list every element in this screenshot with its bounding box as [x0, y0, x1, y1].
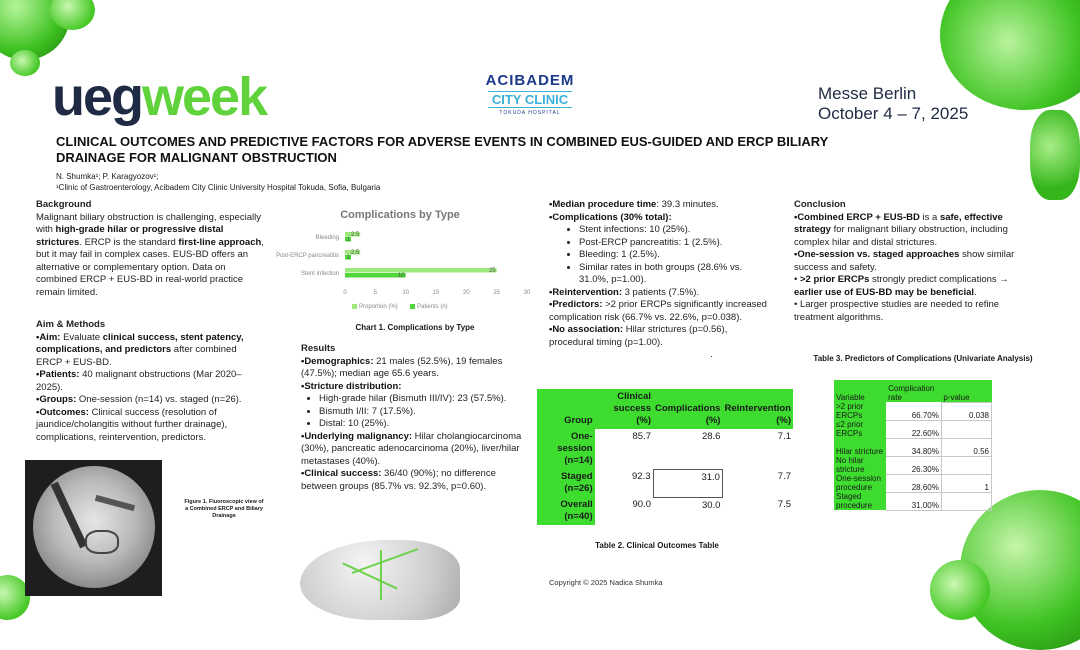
table2-cell-success: 90.0 [632, 499, 652, 510]
table3-cell-p: 0.038 [941, 402, 991, 420]
table3-row [834, 456, 992, 474]
table3-cell-p: 0.56 [941, 438, 991, 456]
bg-b2: first-line approach [178, 236, 262, 248]
hospital-logo-line3: TOKUDA HOSPITAL [499, 110, 561, 116]
table2-header-comp: Complications (%) [653, 389, 722, 429]
reintervention-item [549, 287, 774, 300]
complication-item: • Stent infections: 10 (25%). [579, 224, 774, 237]
background-section [36, 199, 264, 299]
hospital-logo [470, 72, 590, 116]
table2-cell-group: One-session (n=14) [537, 429, 595, 469]
copyright: Copyright © 2025 Nadica Shumka [549, 578, 663, 587]
table2-header-group: Group [537, 389, 595, 429]
success-label: •Clinical success: [301, 468, 382, 479]
stricture-item: • High-grade hilar (Bismuth III/IV): 23 (57.5%). [319, 393, 526, 406]
complication-item: • Bleeding: 1 (2.5%). [579, 249, 774, 262]
chart-legend-swatch [410, 304, 415, 309]
chart-x-tick: 30 [523, 290, 531, 296]
table3-cell-p: 1 [941, 474, 991, 492]
table3-cell-rate: 22.60% [886, 420, 941, 438]
complication-item: • Post-ERCP pancreatitis: 1 (2.5%). [579, 237, 774, 250]
table3-row [834, 492, 992, 510]
patients-label: •Patients: [36, 369, 80, 380]
table3-header-variable: Variable [834, 380, 886, 402]
table2-cell-comp: 28.6 [701, 431, 721, 442]
table3-cell-variable: Hilar stricture [834, 438, 886, 456]
affiliation: ¹Clinic of Gastroenterology, Acibadem City Clinic University Hospital Tokuda, Sofia, Bulgaria [56, 183, 381, 192]
table2-header-reint: Reintervention (%) [722, 389, 793, 429]
conclusion-item-3 [794, 274, 1020, 299]
stricture-item: • Bismuth I/II: 7 (17.5%). [319, 406, 526, 419]
chart-caption: Chart 1. Complications by Type [355, 323, 475, 332]
stricture-label [301, 381, 526, 394]
background-text [36, 212, 264, 300]
bg-b1: high-grade hilar or progressive distal strictures [36, 224, 224, 248]
table2-cell-success: 92.3 [632, 471, 651, 482]
table2-row [537, 497, 793, 525]
c3-b: >2 prior ERCPs [799, 274, 870, 285]
table3-body [834, 402, 992, 510]
aim-b1: clinical success, stent patency, complications, and predictors [36, 331, 244, 355]
pred-label: •Predictors: [549, 299, 603, 310]
stricture-item: • Distal: 10 (25%). [319, 418, 526, 431]
table2-caption: Table 2. Clinical Outcomes Table [595, 541, 719, 550]
c3-t: strongly predict complications [869, 274, 1000, 285]
aim-section [36, 319, 264, 444]
fluoroscopy-figure [25, 460, 162, 596]
reint-text: 3 patients (7.5%). [622, 286, 700, 298]
logo-week-text: week [142, 67, 267, 127]
clinical-outcomes-table [537, 389, 793, 525]
aim-t2: after combined ERCP + EUS-BD. [36, 344, 237, 368]
table3-cell-p [941, 456, 991, 474]
outcomes-item [36, 407, 264, 445]
table3-row [834, 420, 992, 438]
liver-illustration [300, 530, 460, 608]
success-text: 36/40 (90%); no difference between groups (85.7% vs. 92.3%, p=0.60). [301, 468, 496, 492]
predictors-item [549, 299, 774, 324]
table2-cell-reint: 7.7 [777, 471, 791, 482]
chart-data-label: 2.5 [350, 232, 360, 238]
figure1-caption: Figure 1. Fluoroscopic view of a Combined ERCP and Biliary Drainage [184, 499, 264, 519]
table3-row [834, 474, 992, 492]
pred-text: >2 prior ERCPs significantly increased complication risk (66.7% vs. 22.6%, p=0.038). [549, 299, 767, 323]
conclusion-item-4: • Larger prospective studies are needed to refine treatment algorithms. [794, 299, 1000, 323]
conclusion-section [794, 199, 1020, 324]
table2-row [537, 469, 793, 497]
predictors-table [834, 380, 992, 511]
chart-category-label: Bleeding [315, 235, 339, 241]
table2-cell-comp: 30.0 [701, 499, 721, 511]
reint-label: •Reintervention: [549, 286, 622, 298]
complications-label [549, 212, 774, 225]
c1-t2: for malignant biliary obstruction, including complex hilar and distal strictures. [794, 224, 1008, 248]
proc-label: •Median procedure time [549, 199, 657, 210]
c1-t: is a [919, 211, 940, 223]
chart-x-tick: 10 [402, 290, 410, 296]
logo-ueg-text: ueg [52, 67, 143, 127]
outcomes-label: •Outcomes: [36, 406, 89, 418]
chart-bar [345, 268, 497, 273]
table2-cell-comp: 31.0 [653, 469, 722, 497]
table3-cell-variable: ≤2 prior ERCPs [834, 420, 886, 438]
stricture-label-text: •Stricture distribution: [301, 380, 402, 392]
table3-cell-p [941, 492, 991, 510]
demo-label: •Demographics: [301, 355, 374, 367]
noassoc-text: Hilar strictures (p=0.56), procedural timing (p=1.00). [549, 324, 728, 348]
c3-b2: → earlier use of EUS-BD may be beneficial [794, 274, 1009, 298]
c1-b: •Combined ERCP + EUS-BD [794, 211, 920, 223]
table3-cell-variable: Staged procedure [834, 492, 886, 510]
proc-text: : 39.3 minutes. [656, 199, 719, 210]
patients-item [36, 369, 264, 394]
chart-data-label: 10 [397, 273, 405, 279]
chart-bar [345, 273, 406, 278]
bg-t1: Malignant biliary obstruction is challenging, especially with [36, 211, 261, 235]
chart-data-label: 1 [346, 255, 351, 261]
chart-legend-swatch [352, 304, 357, 309]
comp-label-text: •Complications (30% total): [549, 211, 672, 223]
success-item [301, 468, 526, 493]
conclusion-item-2 [794, 249, 1020, 274]
demo-text: 21 males (52.5%), 19 females (47.5%); median age 65.6 years. [301, 355, 503, 379]
chart-x-tick: 15 [432, 290, 440, 296]
chart-x-tick: 20 [462, 290, 470, 296]
results-section [301, 343, 526, 493]
c3-end: . [974, 286, 977, 298]
groups-item [36, 394, 264, 407]
table3-caption: Table 3. Predictors of Complications (Univariate Analysis) [813, 354, 1033, 363]
table3-row [834, 402, 992, 420]
groups-label: •Groups: [36, 394, 77, 405]
aim-heading: Aim & Methods [36, 319, 106, 330]
table2-cell-group: Overall (n=40) [537, 497, 595, 525]
aim-label: •Aim: [36, 331, 61, 343]
demographics-item [301, 356, 526, 381]
c2-b: •One-session vs. staged approaches [794, 249, 960, 260]
bg-t2: . ERCP is the standard [79, 236, 179, 248]
table2-row [537, 429, 793, 469]
chart-legend-label: Proportion (%) [359, 304, 398, 310]
event-info [818, 84, 968, 124]
procedure-time-item [549, 199, 774, 212]
chart-data-label: 1 [346, 237, 351, 243]
aim-item [36, 332, 264, 370]
complications-list [549, 224, 774, 287]
background-heading: Background [36, 199, 92, 210]
table2-cell-reint: 7.1 [777, 431, 791, 442]
c3-pre: • [794, 274, 800, 285]
bg-t3: , but it may fail in complex cases. EUS-BD offers an alternative or complementary option. Data on combined ERCP + EUS-BD in real-world practice remain limited. [36, 236, 264, 298]
c2-t: show similar success and safety. [794, 249, 1015, 273]
table3-row [834, 438, 992, 456]
table3-header-rate: Complication rate [886, 380, 941, 402]
ueg-week-logo [52, 67, 267, 127]
complications-chart [270, 200, 540, 310]
complication-item: • Similar rates in both groups (28.6% vs. 31.0%, p=1.00). [579, 262, 774, 287]
table2-cell-reint: 7.5 [777, 499, 791, 510]
event-dates: October 4 – 7, 2025 [818, 104, 969, 123]
noassoc-label: •No association: [549, 324, 624, 335]
conclusion-heading: Conclusion [794, 199, 846, 210]
chart-category-label: Stent infection [300, 271, 339, 277]
chart-legend-label: Patients (n) [417, 304, 448, 310]
aim-t1: Evaluate [60, 331, 103, 343]
malig-text: Hilar cholangiocarcinoma (30%), pancreatic adenocarcinoma (20%), liver/hilar metastases (40%). [301, 430, 522, 467]
stricture-list [301, 393, 526, 431]
table2-header-row [537, 389, 793, 429]
chart-data-label: 2.5 [350, 250, 360, 256]
conclusion-item-1 [794, 212, 1020, 250]
table3-cell-rate: 66.70% [886, 402, 941, 420]
chart-data-label: 25 [488, 268, 496, 274]
stray-dot: . [710, 349, 713, 360]
chart-x-tick: 5 [373, 290, 378, 296]
results-continued [549, 199, 774, 362]
hospital-logo-line1: ACIBADEM [485, 72, 575, 89]
results-heading: Results [301, 343, 336, 354]
chart-category-label: Post-ERCP pancreatitis [276, 253, 339, 259]
table3-header-row [834, 380, 992, 402]
chart-x-tick: 25 [493, 290, 501, 296]
table3-cell-rate: 26.30% [886, 456, 941, 474]
authors: N. Shumka¹; P. Karagyozov¹; [56, 172, 159, 181]
table3-cell-rate: 34.80% [886, 438, 941, 456]
groups-text: One-session (n=14) vs. staged (n=26). [76, 394, 242, 405]
table3-header-p: p-value [941, 380, 991, 402]
table3-cell-p [941, 420, 991, 438]
table2-body [537, 429, 793, 525]
event-venue: Messe Berlin [818, 84, 917, 103]
malig-label: •Underlying malignancy: [301, 430, 413, 442]
table2-cell-group: Staged (n=26) [537, 469, 595, 497]
malignancy-item [301, 431, 526, 469]
table3-cell-variable: No hilar stricture [834, 456, 886, 474]
chart-x-tick: 0 [343, 290, 347, 296]
c1-b2: safe, effective strategy [794, 211, 1003, 235]
table3-cell-variable: >2 prior ERCPs [834, 402, 886, 420]
table2-cell-success: 85.7 [632, 431, 652, 442]
no-association-item [549, 324, 774, 349]
table3-cell-rate: 28.60% [886, 474, 941, 492]
patients-text: 40 malignant obstructions (Mar 2020–2025). [36, 369, 242, 393]
outcomes-text: Clinical success (resolution of jaundice/cholangitis without further drainage), complications, reintervention, predictors. [36, 406, 228, 443]
poster-title: CLINICAL OUTCOMES AND PREDICTIVE FACTORS FOR ADVERSE EVENTS IN COMBINED EUS-GUIDED AND ERCP BILIARY DRAINAGE FOR MALIGNANT OBSTRUCTION [56, 134, 829, 165]
table3-cell-variable: One-session procedure [834, 474, 886, 492]
authors-block [56, 171, 380, 193]
chart-title: Complications by Type [340, 209, 460, 221]
hospital-logo-line2: CITY CLINIC [488, 91, 572, 108]
table2-header-success: Clinical success (%) [595, 389, 653, 429]
table3-cell-rate: 31.00% [886, 492, 941, 510]
